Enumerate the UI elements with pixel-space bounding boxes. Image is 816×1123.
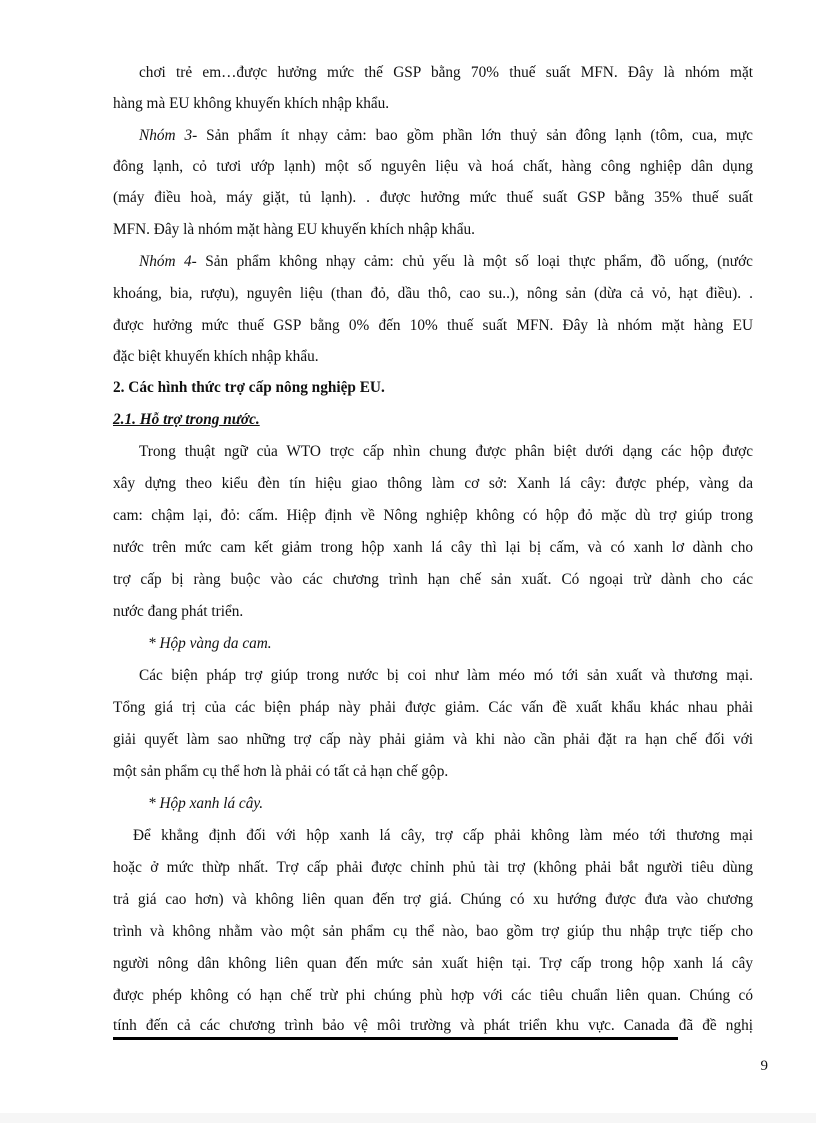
text-line: được phép không có hạn chế trừ phi chúng phù hợp với các tiêu chuẩn liên quan. Chúng có	[113, 987, 753, 1004]
text-line: trợ cấp bị ràng buộc vào các chương trình hạn chế sản xuất. Có ngoại trừ dành cho các	[113, 571, 753, 588]
text-line: cam: chậm lại, đỏ: cấm. Hiệp định về Nông nghiệp không có hộp đỏ mặc dù trợ giúp trong	[113, 507, 753, 524]
text-line	[139, 126, 753, 146]
text-line: trình và không nhằm vào một sản phẩm cụ thể nào, bao gồm trợ giúp thu nhập trực tiếp cho	[113, 923, 753, 940]
text-line: Tổng giá trị của các biện pháp này phải được giảm. Các vấn đề xuất khẩu khác nhau phải	[113, 699, 753, 716]
text-line: nước đang phát triển.	[113, 603, 244, 620]
text-line: người nông dân không liên quan đến mức sản xuất hiện tại. Trợ cấp trong hộp xanh lá cây	[113, 955, 753, 972]
group-label: Nhóm 3-	[139, 127, 198, 144]
text-line: (máy điều hoà, máy giặt, tủ lạnh). . được hưởng mức thuế suất GSP bằng 35% thuế suất	[113, 189, 753, 206]
text-line: nước trên mức cam kết giảm trong hộp xanh lá cây thì lại bị cấm, và có xanh lơ dành cho	[113, 539, 753, 556]
text-line: tính đến cả các chương trình bảo vệ môi trường và phát triển khu vực. Canada đã đề nghị	[113, 1017, 753, 1034]
text-line: đặc biệt khuyến khích nhập khẩu.	[113, 348, 319, 365]
text-line: giải quyết làm sao những trợ cấp này phải giảm và khi nào cần phải đặt ra hạn chế đối với	[113, 731, 753, 748]
section-heading: 2. Các hình thức trợ cấp nông nghiệp EU.	[113, 379, 385, 396]
text-line: đông lạnh, cỏ tươi ướp lạnh) một số nguyên liệu và hoá chất, hàng công nghiệp dân dụng	[113, 158, 753, 175]
text-line: Để khẳng định đối với hộp xanh lá cây, trợ cấp phải không làm méo tới thương mại	[133, 827, 753, 844]
group-label: Nhóm 4-	[139, 253, 197, 270]
text-line: khoáng, bia, rượu), nguyên liệu (than đỏ, dầu thô, cao su..), nông sản (dừa cả vỏ, hạt điều). .	[113, 285, 753, 302]
text-line: trả giá cao hơn) và không liên quan đến trợ giá. Chúng có xu hướng được đưa vào chương	[113, 891, 753, 908]
text-span: Sản phẩm ít nhạy cảm: bao gồm phần lớn thuỷ sản đông lạnh (tôm, cua, mực	[197, 127, 753, 144]
text-line: hàng mà EU không khuyến khích nhập khẩu.	[113, 95, 390, 112]
page-number: 9	[760, 1058, 768, 1074]
box-item-heading: * Hộp xanh lá cây.	[148, 795, 264, 812]
text-line: xây dựng theo kiểu đèn tín hiệu giao thông làm cơ sở: Xanh lá cây: được phép, vàng da	[113, 475, 753, 492]
subsection-heading: 2.1. Hỗ trợ trong nước.	[113, 411, 260, 428]
footer-rule	[113, 1037, 678, 1040]
text-line: được hưởng mức thuế GSP bằng 0% đến 10% thuế suất MFN. Đây là nhóm mặt hàng EU	[113, 317, 753, 334]
text-line: chơi trẻ em…được hưởng mức thế GSP bằng 70% thuế suất MFN. Đây là nhóm mặt	[139, 64, 753, 81]
text-line: Các biện pháp trợ giúp trong nước bị coi như làm méo mó tới sản xuất và thương mại.	[139, 667, 753, 684]
text-line: hoặc ở mức thừp nhất. Trợ cấp phải được chỉnh phủ tài trợ (không phải bắt người tiêu dùng	[113, 859, 753, 876]
page-edge	[0, 1113, 816, 1123]
text-line: Trong thuật ngữ của WTO trợc cấp nhìn chung được phân biệt dưới dạng các hộp được	[139, 443, 753, 460]
box-item-heading: * Hộp vàng da cam.	[148, 635, 272, 652]
text-line	[139, 252, 753, 272]
text-line: một sản phẩm cụ thể hơn là phải có tất cả hạn chế gộp.	[113, 763, 449, 780]
text-span: Sản phẩm không nhạy cảm: chủ yếu là một số loại thực phẩm, đồ uống, (nước	[196, 253, 753, 270]
text-line: MFN. Đây là nhóm mặt hàng EU khuyến khích nhập khẩu.	[113, 221, 475, 238]
